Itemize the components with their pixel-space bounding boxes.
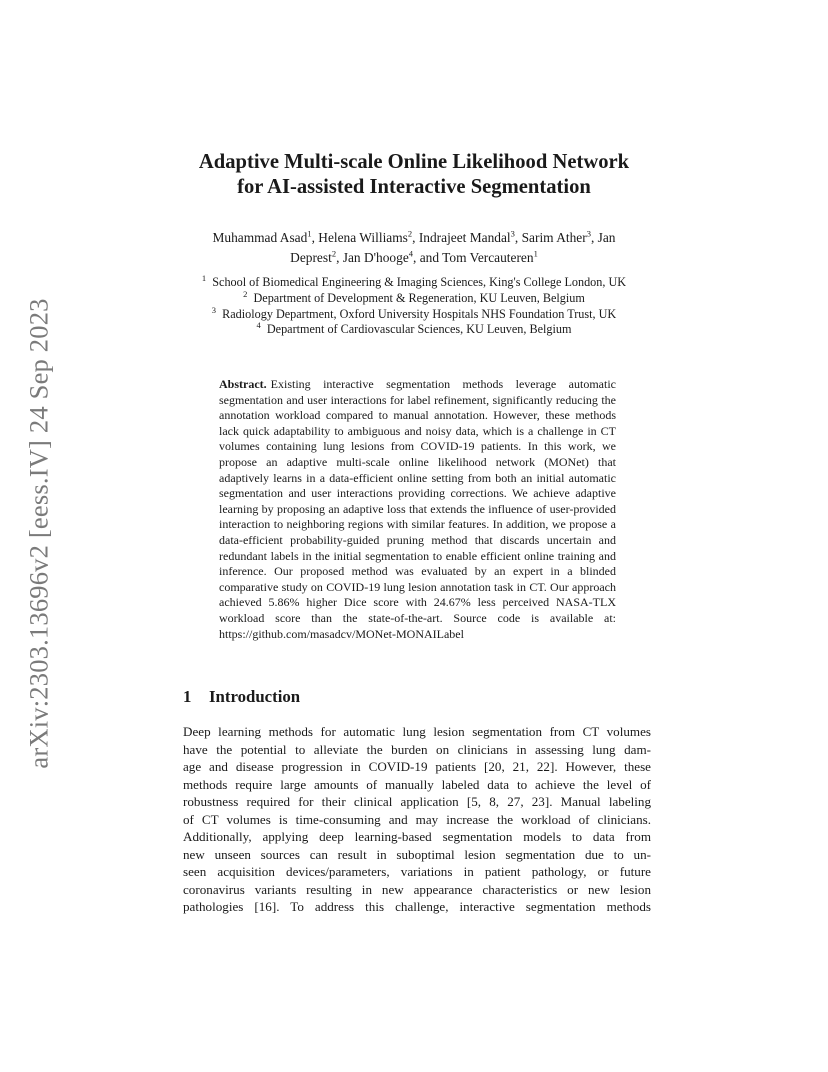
author-name: Deprest xyxy=(290,250,332,265)
paragraph-line: seen acquisition devices/parameters, variations in patient pathology, or future xyxy=(183,864,651,879)
author-separator: , xyxy=(412,230,419,245)
title-line-2: for AI-assisted Interactive Segmentation xyxy=(237,176,591,198)
affiliation-list xyxy=(150,272,678,338)
paragraph-line: methods require large amounts of manually labeled data to achieve the level of xyxy=(183,776,651,792)
abstract-label: Abstract. xyxy=(219,377,267,391)
paragraph-line: age and disease progression in COVID-19 patients [20, 21, 22]. However, these xyxy=(183,759,651,774)
author-line-1 xyxy=(180,228,648,248)
affiliation-mark: 1 xyxy=(201,272,207,283)
author-name: Helena Williams xyxy=(318,230,408,245)
author-affil-mark: 2 xyxy=(331,248,337,259)
paragraph-line: new unseen sources can result in suboptimal lesion segmentation due to un- xyxy=(183,846,651,862)
author-name: Indrajeet Mandal xyxy=(418,230,511,245)
section-heading xyxy=(183,687,300,707)
arxiv-identifier: arXiv:2303.13696v2 [eess.IV] 24 Sep 2023 xyxy=(23,297,54,769)
affiliation-item xyxy=(150,304,678,323)
affiliation-item xyxy=(150,322,678,338)
affiliation-text: Department of Development & Regeneration, KU Leuven, Belgium xyxy=(253,290,585,305)
author-separator: , and xyxy=(413,250,443,265)
author-list xyxy=(180,228,648,268)
paragraph-line: pathologies [16]. To address this challenge, interactive segmentation methods xyxy=(183,899,651,914)
affiliation-mark: 2 xyxy=(243,288,248,299)
section-title: Introduction xyxy=(209,687,301,706)
affiliation-text: Radiology Department, Oxford University Hospitals NHS Foundation Trust, UK xyxy=(222,306,617,321)
abstract-text: Existing interactive segmentation methods leverage automatic segmentation and user interactions for label refinement, significantly reducing the annotation workload compared to manual annotation. However, these methods lack quick adaptability to ambiguous and noisy data, which is a challenge in CT volumes containing lung lesions from COVID-19 patients. In this work, we propose an adaptive multi-scale online likelihood network (MONet) that adaptively learns in a data-efficient online setting from both an initial automatic segmentation and user interactions providing corrections. We achieve adaptive learning by proposing an adaptive loss that extends the influence of user-provided interaction to neighboring regions with similar features. In addition, we propose a data-efficient probability-guided pruning method that discards uncertain and redundant labels in the initial segmentation to enable efficient online training and inference. Our proposed method was evaluated by an expert in a blinded comparative study on COVID-19 lung lesion annotation task in CT. Our approach achieved 5.86% higher Dice score with 24.67% less perceived NASA-TLX workload score than the state-of-the-art. Source code is available at: https://github.com/masadcv/MONet-MONAILabel xyxy=(219,377,616,641)
author-separator: , xyxy=(336,250,343,265)
paragraph-line: of CT volumes is time-consuming and may increase the workload of clinicians. xyxy=(183,811,651,827)
author-name: Jan D'hooge xyxy=(342,250,409,265)
paragraph-line: Deep learning methods for automatic lung lesion segmentation from CT volumes xyxy=(183,724,651,739)
affiliation-text: Department of Cardiovascular Sciences, KU Leuven, Belgium xyxy=(266,322,572,337)
paragraph-line: robustness required for their clinical application [5, 8, 27, 23]. Manual labeling xyxy=(183,794,651,809)
affiliation-mark: 4 xyxy=(256,320,261,331)
author-name: Sarim Ather xyxy=(521,230,587,245)
affiliation-mark: 3 xyxy=(211,304,217,315)
section-number: 1 xyxy=(183,687,192,706)
author-separator: , xyxy=(311,230,319,245)
title-line-1: Adaptive Multi-scale Online Likelihood Network xyxy=(198,151,630,173)
affiliation-item xyxy=(150,272,678,291)
paper-title xyxy=(120,150,708,200)
introduction-paragraph xyxy=(183,723,651,916)
author-line-2 xyxy=(180,248,648,268)
author-affil-mark: 2 xyxy=(407,228,413,239)
paragraph-line: Additionally, applying deep learning-based segmentation models to data from xyxy=(183,829,651,844)
author-name: Muhammad Asad xyxy=(212,230,308,245)
author-affil-mark: 1 xyxy=(307,228,312,239)
author-separator: , xyxy=(514,230,522,245)
paragraph-line: coronavirus variants resulting in new appearance characteristics or new lesion xyxy=(183,881,651,897)
abstract xyxy=(219,377,616,642)
affiliation-text: School of Biomedical Engineering & Imaging Sciences, King's College London, UK xyxy=(212,275,627,289)
author-affil-mark: 1 xyxy=(533,248,538,259)
author-separator: , Jan xyxy=(590,230,616,245)
author-affil-mark: 4 xyxy=(408,248,414,259)
affiliation-item xyxy=(150,288,678,307)
paragraph-line: have the potential to alleviate the burden on clinicians in assessing lung dam- xyxy=(183,741,651,757)
arxiv-stamp xyxy=(15,288,63,778)
author-affil-mark: 3 xyxy=(586,228,591,239)
author-name: Tom Vercauteren xyxy=(442,250,534,265)
author-affil-mark: 3 xyxy=(510,228,515,239)
